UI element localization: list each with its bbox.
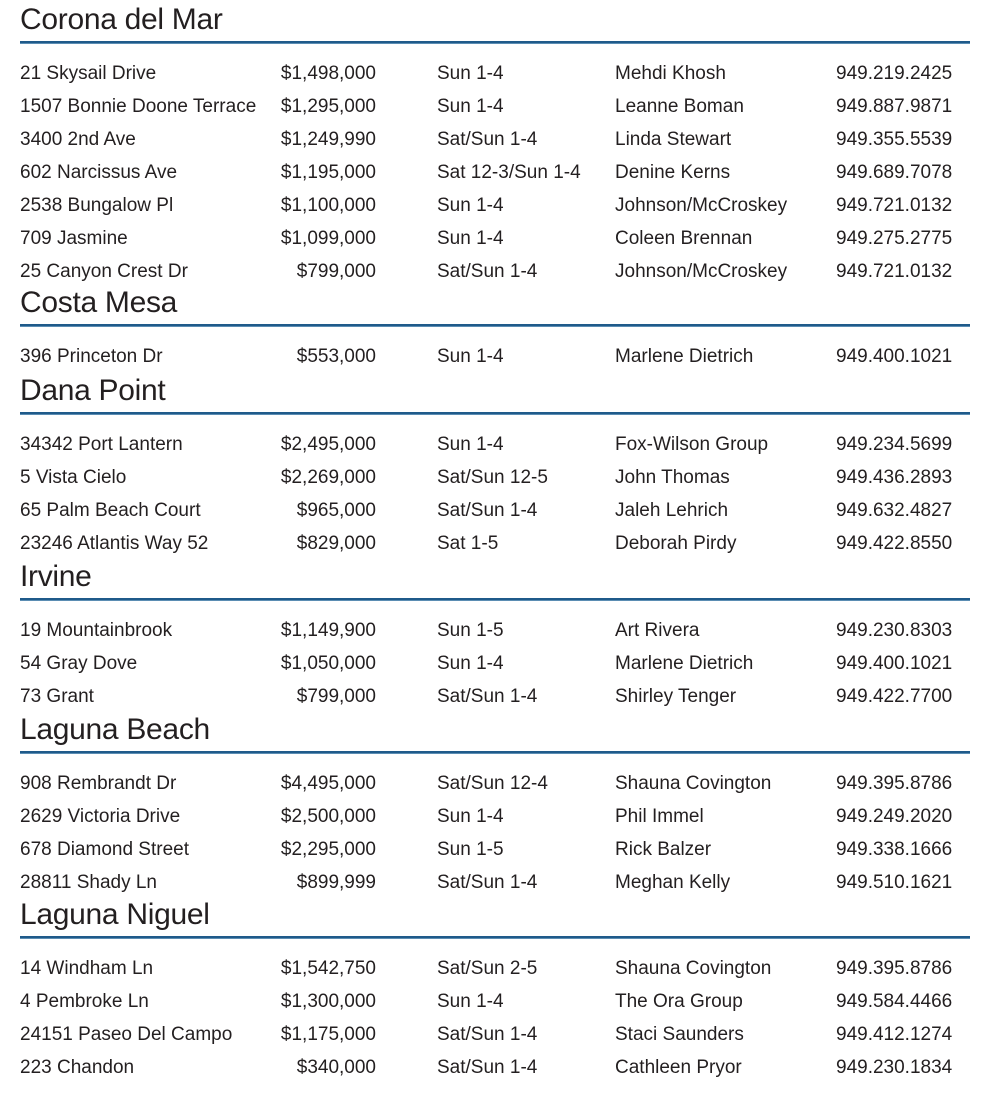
listing-row (0, 1051, 989, 1084)
open-house-hours: Sun 1-4 (437, 806, 504, 827)
agent-name: Mehdi Khosh (615, 63, 726, 84)
city-heading (20, 283, 970, 323)
agent-phone: 949.422.8550 (836, 533, 953, 554)
agent-name: The Ora Group (615, 991, 743, 1012)
agent-phone: 949.632.4827 (836, 500, 953, 521)
open-house-hours: Sat/Sun 1-4 (437, 686, 538, 707)
listing-price: $1,498,000 (280, 63, 376, 84)
listing-row (0, 494, 989, 527)
property-address: 25 Canyon Crest Dr (20, 261, 188, 282)
agent-phone: 949.338.1666 (836, 839, 953, 860)
city-name: Laguna Niguel (20, 898, 210, 931)
listing-row (0, 222, 989, 255)
open-house-hours: Sat 1-5 (437, 533, 499, 554)
property-address: 602 Narcissus Ave (20, 162, 178, 183)
city-heading (20, 557, 970, 597)
open-house-hours: Sat/Sun 1-4 (437, 1024, 538, 1045)
listing-price: $799,000 (296, 686, 376, 707)
open-house-hours: Sun 1-4 (437, 434, 504, 455)
agent-name: Rick Balzer (615, 839, 712, 860)
open-house-hours: Sat/Sun 12-5 (437, 467, 548, 488)
open-house-hours: Sat/Sun 1-4 (437, 500, 538, 521)
listing-row (0, 1018, 989, 1051)
city-heading (20, 0, 970, 40)
listing-price: $1,050,000 (280, 653, 376, 674)
property-address: 28811 Shady Ln (20, 872, 157, 893)
property-address: 709 Jasmine (20, 228, 128, 249)
agent-phone: 949.400.1021 (836, 653, 953, 674)
agent-name: Jaleh Lehrich (615, 500, 729, 521)
agent-name: Shirley Tenger (615, 686, 737, 707)
agent-name: Leanne Boman (615, 96, 744, 117)
city-heading (20, 895, 970, 935)
listing-price: $1,249,990 (280, 129, 376, 150)
listing-price: $2,495,000 (280, 434, 376, 455)
listing-row (0, 647, 989, 680)
listing-row (0, 614, 989, 647)
open-house-hours: Sat/Sun 1-4 (437, 872, 538, 893)
listing-price: $1,300,000 (280, 991, 376, 1012)
listing-price: $340,000 (296, 1057, 376, 1078)
open-house-hours: Sun 1-4 (437, 96, 504, 117)
open-house-hours: Sat/Sun 2-5 (437, 958, 538, 979)
listing-row (0, 833, 989, 866)
listing-row (0, 189, 989, 222)
agent-name: Cathleen Pryor (615, 1057, 742, 1078)
listing-row (0, 156, 989, 189)
section-divider (20, 936, 970, 939)
listing-rows (0, 57, 989, 288)
section-divider (20, 412, 970, 415)
property-address: 14 Windham Ln (20, 958, 154, 979)
section-divider (20, 324, 970, 327)
property-address: 5 Vista Cielo (20, 467, 127, 488)
property-address: 2629 Victoria Drive (20, 806, 181, 827)
open-house-hours: Sat/Sun 12-4 (437, 773, 548, 794)
property-address: 4 Pembroke Ln (20, 991, 149, 1012)
agent-phone: 949.249.2020 (836, 806, 953, 827)
open-house-hours: Sat 12-3/Sun 1-4 (437, 162, 581, 183)
agent-phone: 949.234.5699 (836, 434, 953, 455)
city-section (0, 895, 989, 1078)
listing-price: $1,195,000 (280, 162, 376, 183)
agent-phone: 949.721.0132 (836, 261, 953, 282)
property-address: 1507 Bonnie Doone Terrace (20, 96, 257, 117)
listing-price: $1,149,900 (280, 620, 376, 641)
listing-price: $1,175,000 (280, 1024, 376, 1045)
property-address: 223 Chandon (20, 1057, 135, 1078)
open-house-hours: Sun 1-4 (437, 991, 504, 1012)
open-house-hours: Sun 1-4 (437, 63, 504, 84)
listing-row (0, 461, 989, 494)
property-address: 34342 Port Lantern (20, 434, 183, 455)
city-section (0, 557, 989, 707)
listing-row (0, 340, 989, 373)
city-name: Costa Mesa (20, 286, 178, 319)
agent-name: Denine Kerns (615, 162, 731, 183)
listing-row (0, 767, 989, 800)
listing-price: $2,500,000 (280, 806, 376, 827)
agent-name: Shauna Covington (615, 773, 772, 794)
listing-row (0, 90, 989, 123)
property-address: 23246 Atlantis Way 52 (20, 533, 209, 554)
city-name: Dana Point (20, 374, 166, 407)
agent-name: Marlene Dietrich (615, 346, 754, 367)
city-name: Irvine (20, 560, 92, 593)
agent-phone: 949.436.2893 (836, 467, 953, 488)
agent-name: Meghan Kelly (615, 872, 731, 893)
open-house-hours: Sun 1-4 (437, 228, 504, 249)
agent-phone: 949.275.2775 (836, 228, 953, 249)
city-section (0, 0, 989, 282)
agent-name: Art Rivera (615, 620, 700, 641)
listing-rows (0, 340, 989, 373)
city-name: Laguna Beach (20, 713, 210, 746)
agent-phone: 949.230.1834 (836, 1057, 953, 1078)
agent-name: Johnson/McCroskey (615, 261, 788, 282)
city-name: Corona del Mar (20, 3, 223, 36)
agent-name: Phil Immel (615, 806, 704, 827)
agent-name: Staci Saunders (615, 1024, 744, 1045)
listing-price: $1,295,000 (280, 96, 376, 117)
open-house-hours: Sun 1-4 (437, 195, 504, 216)
agent-phone: 949.422.7700 (836, 686, 953, 707)
listing-rows (0, 614, 989, 713)
city-heading (20, 371, 970, 411)
listing-row (0, 952, 989, 985)
property-address: 21 Skysail Drive (20, 63, 157, 84)
listing-price: $2,295,000 (280, 839, 376, 860)
agent-name: Marlene Dietrich (615, 653, 754, 674)
listing-row (0, 800, 989, 833)
city-section (0, 283, 989, 367)
listing-rows (0, 428, 989, 560)
open-house-hours: Sun 1-4 (437, 346, 504, 367)
listing-price: $899,999 (296, 872, 376, 893)
listing-price: $1,100,000 (280, 195, 376, 216)
listing-row (0, 428, 989, 461)
listing-price: $553,000 (296, 346, 376, 367)
property-address: 678 Diamond Street (20, 839, 189, 860)
agent-name: Fox-Wilson Group (615, 434, 769, 455)
city-section (0, 710, 989, 893)
agent-phone: 949.584.4466 (836, 991, 953, 1012)
agent-phone: 949.689.7078 (836, 162, 953, 183)
listing-rows (0, 767, 989, 899)
property-address: 73 Grant (20, 686, 94, 707)
property-address: 54 Gray Dove (20, 653, 138, 674)
agent-phone: 949.510.1621 (836, 872, 953, 893)
listing-rows (0, 952, 989, 1084)
agent-phone: 949.395.8786 (836, 958, 953, 979)
listing-price: $4,495,000 (280, 773, 376, 794)
listing-price: $965,000 (296, 500, 376, 521)
property-address: 24151 Paseo Del Campo (20, 1024, 233, 1045)
agent-name: Johnson/McCroskey (615, 195, 788, 216)
agent-phone: 949.395.8786 (836, 773, 953, 794)
listing-row (0, 527, 989, 560)
listing-row (0, 680, 989, 713)
listing-row (0, 123, 989, 156)
listing-price: $799,000 (296, 261, 376, 282)
agent-phone: 949.355.5539 (836, 129, 953, 150)
agent-phone: 949.721.0132 (836, 195, 953, 216)
listing-price: $829,000 (296, 533, 376, 554)
agent-name: Linda Stewart (615, 129, 732, 150)
agent-name: Coleen Brennan (615, 228, 753, 249)
open-house-hours: Sun 1-5 (437, 839, 504, 860)
agent-name: Shauna Covington (615, 958, 772, 979)
open-house-hours: Sun 1-5 (437, 620, 504, 641)
listing-price: $2,269,000 (280, 467, 376, 488)
city-heading (20, 710, 970, 750)
property-address: 3400 2nd Ave (20, 129, 136, 150)
open-house-hours: Sun 1-4 (437, 653, 504, 674)
listing-row (0, 57, 989, 90)
city-section (0, 371, 989, 554)
section-divider (20, 41, 970, 44)
property-address: 396 Princeton Dr (20, 346, 163, 367)
listing-row (0, 985, 989, 1018)
agent-phone: 949.400.1021 (836, 346, 953, 367)
open-house-hours: Sat/Sun 1-4 (437, 129, 538, 150)
section-divider (20, 598, 970, 601)
agent-phone: 949.219.2425 (836, 63, 953, 84)
property-address: 2538 Bungalow Pl (20, 195, 174, 216)
listing-price: $1,542,750 (280, 958, 376, 979)
section-divider (20, 751, 970, 754)
agent-phone: 949.230.8303 (836, 620, 953, 641)
property-address: 65 Palm Beach Court (20, 500, 201, 521)
listing-price: $1,099,000 (280, 228, 376, 249)
agent-phone: 949.887.9871 (836, 96, 953, 117)
agent-phone: 949.412.1274 (836, 1024, 953, 1045)
open-house-hours: Sat/Sun 1-4 (437, 261, 538, 282)
agent-name: John Thomas (615, 467, 730, 488)
open-house-hours: Sat/Sun 1-4 (437, 1057, 538, 1078)
agent-name: Deborah Pirdy (615, 533, 737, 554)
property-address: 908 Rembrandt Dr (20, 773, 177, 794)
property-address: 19 Mountainbrook (20, 620, 173, 641)
